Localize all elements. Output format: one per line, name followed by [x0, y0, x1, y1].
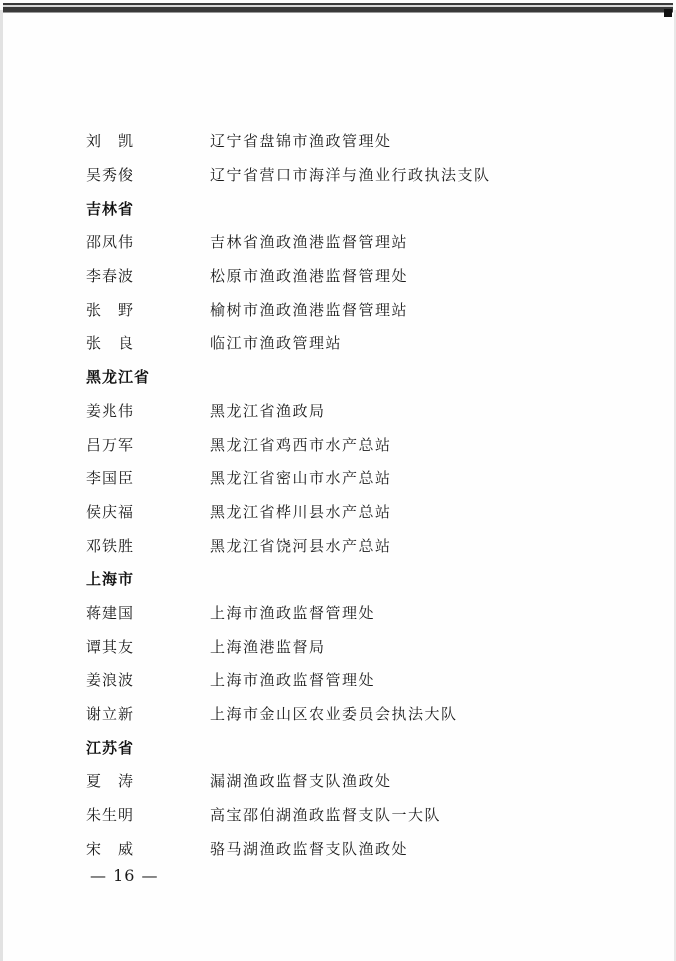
- organization-name: 榆树市渔政渔港监督管理站: [210, 300, 409, 319]
- person-row: [86, 394, 626, 428]
- corner-mark: [664, 9, 672, 17]
- province-heading-row: [86, 730, 626, 764]
- organization-name: 上海市渔政监督管理处: [210, 603, 376, 622]
- organization-name: 黑龙江省渔政局: [210, 401, 326, 420]
- person-row: [86, 663, 626, 697]
- person-name: 蒋建国: [86, 603, 135, 622]
- person-row: [86, 427, 626, 461]
- page-number: — 16 —: [90, 866, 159, 885]
- person-row: [86, 495, 626, 529]
- person-row: [86, 831, 626, 865]
- person-name: 邓铁胜: [86, 536, 135, 555]
- organization-name: 黑龙江省密山市水产总站: [210, 469, 392, 488]
- organization-name: 黑龙江省鸡西市水产总站: [210, 435, 392, 454]
- person-row: [86, 461, 626, 495]
- person-name: 李春波: [86, 267, 135, 286]
- person-row: [86, 764, 626, 798]
- person-name: 姜兆伟: [86, 401, 135, 420]
- organization-name: 黑龙江省饶河县水产总站: [210, 536, 392, 555]
- person-name: 邵凤伟: [86, 233, 135, 252]
- province-heading-row: [86, 191, 626, 225]
- person-name: 吕万军: [86, 435, 135, 454]
- person-row: [86, 259, 626, 293]
- province-heading: 黑龙江省: [86, 368, 151, 387]
- scan-top-border: [3, 3, 673, 13]
- organization-name: 骆马湖渔政监督支队渔政处: [210, 839, 409, 858]
- organization-name: 辽宁省盘锦市渔政管理处: [210, 132, 392, 151]
- province-heading: 上海市: [86, 570, 135, 589]
- organization-name: 松原市渔政渔港监督管理处: [210, 267, 409, 286]
- organization-name: 辽宁省营口市海洋与渔业行政执法支队: [210, 166, 491, 185]
- person-row: [86, 225, 626, 259]
- person-row: [86, 629, 626, 663]
- person-row: [86, 596, 626, 630]
- organization-name: 漏湖渔政监督支队渔政处: [210, 772, 392, 791]
- roster-list: [86, 124, 626, 865]
- organization-name: 高宝邵伯湖渔政监督支队一大队: [210, 806, 442, 825]
- province-heading-row: [86, 562, 626, 596]
- person-row: [86, 798, 626, 832]
- person-row: [86, 124, 626, 158]
- organization-name: 上海市渔政监督管理处: [210, 671, 376, 690]
- person-row: [86, 697, 626, 731]
- person-name: 谢立新: [86, 705, 135, 724]
- person-name: 张 野: [86, 300, 135, 319]
- person-row: [86, 292, 626, 326]
- person-name: 张 良: [86, 334, 135, 353]
- organization-name: 上海市金山区农业委员会执法大队: [210, 705, 458, 724]
- organization-name: 吉林省渔政渔港监督管理站: [210, 233, 409, 252]
- person-name: 夏 涛: [86, 772, 135, 791]
- person-name: 姜浪波: [86, 671, 135, 690]
- person-name: 谭其友: [86, 637, 135, 656]
- organization-name: 黑龙江省桦川县水产总站: [210, 502, 392, 521]
- person-name: 李国臣: [86, 469, 135, 488]
- person-name: 宋 威: [86, 839, 135, 858]
- person-row: [86, 528, 626, 562]
- organization-name: 上海渔港监督局: [210, 637, 326, 656]
- person-name: 刘 凯: [86, 132, 135, 151]
- person-row: [86, 158, 626, 192]
- province-heading-row: [86, 360, 626, 394]
- person-name: 朱生明: [86, 806, 135, 825]
- person-name: 吴秀俊: [86, 166, 135, 185]
- page-left-edge: [0, 10, 3, 961]
- province-heading: 江苏省: [86, 738, 135, 757]
- organization-name: 临江市渔政管理站: [210, 334, 343, 353]
- province-heading: 吉林省: [86, 199, 135, 218]
- person-row: [86, 326, 626, 360]
- person-name: 侯庆福: [86, 502, 135, 521]
